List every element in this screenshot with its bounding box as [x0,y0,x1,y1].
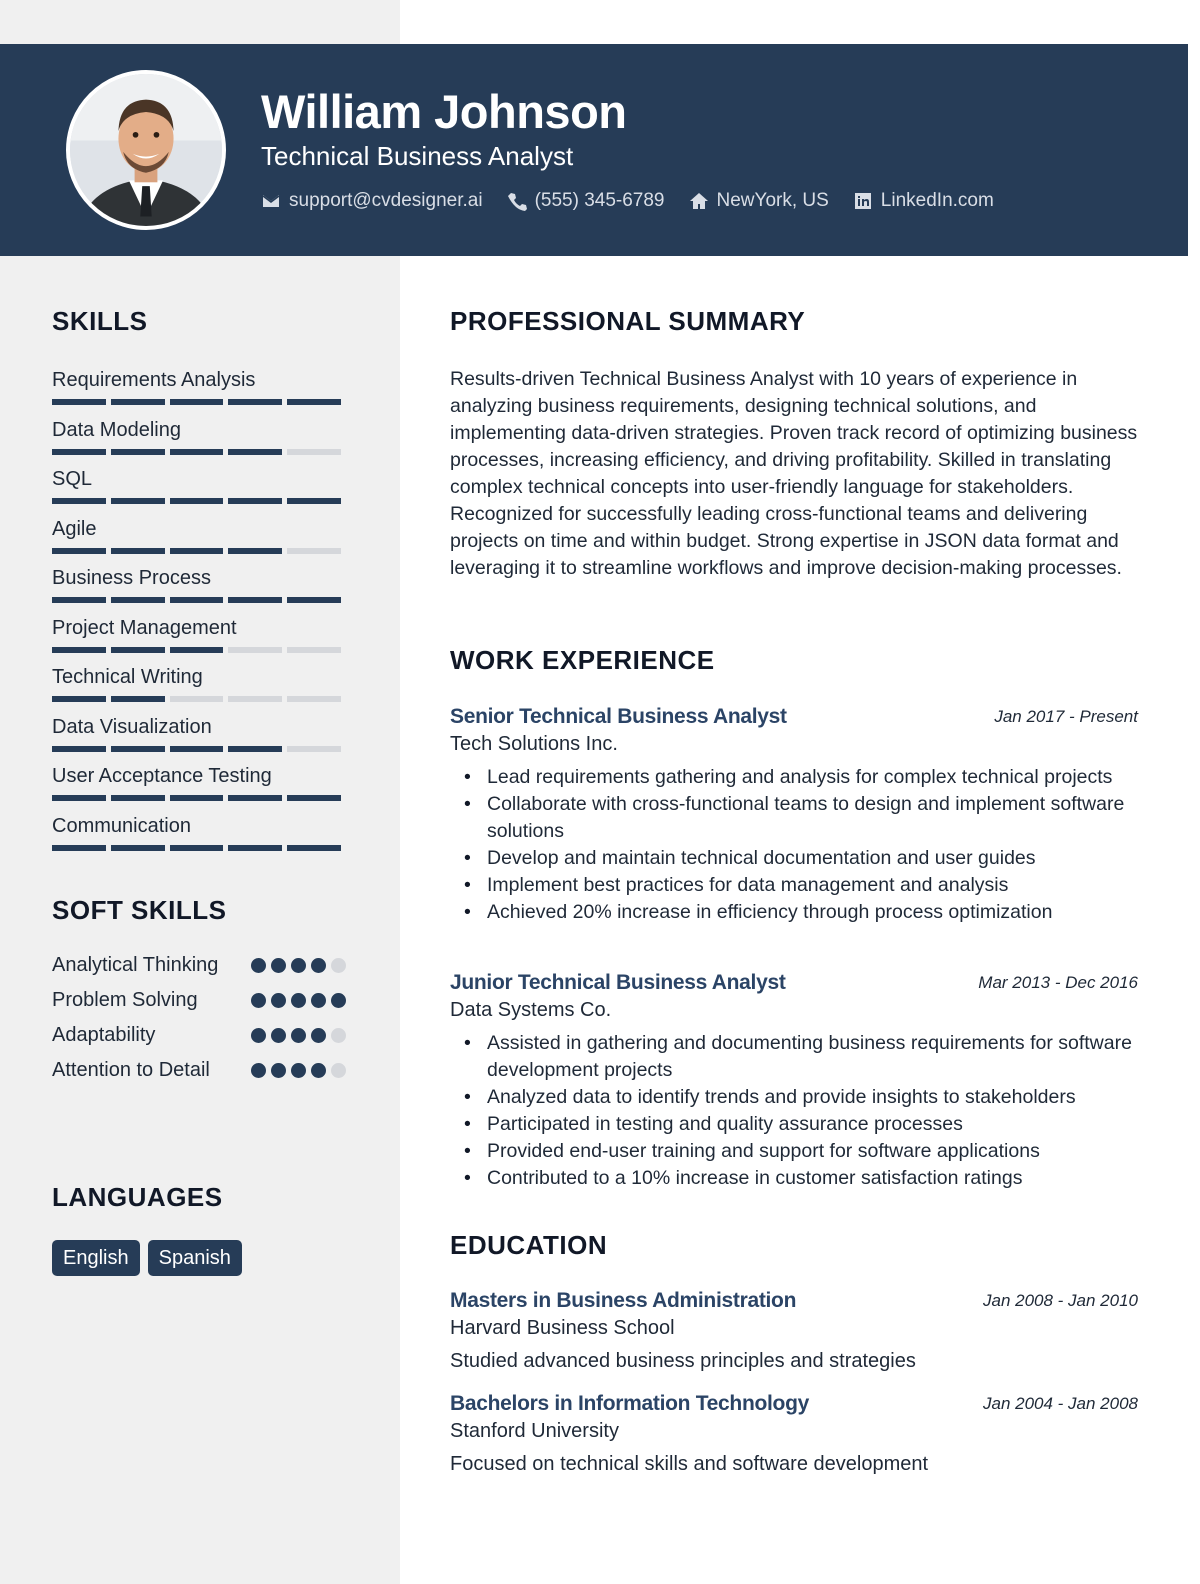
soft-skill-row [52,952,346,979]
job-bullet: • Assisted in gathering and documenting business requirements for software development projects [450,1030,1138,1084]
degree-date: Jan 2004 - Jan 2008 [982,1394,1138,1413]
degree-description: Studied advanced business principles and strategies [450,1350,916,1372]
skill-name: User Acceptance Testing [52,765,272,787]
education-heading: EDUCATION [450,1230,608,1260]
rating-dot-empty [331,1028,346,1043]
skill-level-segment-filled [111,597,165,603]
skill-name: Data Modeling [52,418,181,441]
soft-skill-rating [246,987,346,1014]
rating-dot-filled [271,958,286,973]
rating-dot-filled [331,993,346,1008]
skill-level-segment-empty [170,696,224,702]
profile-photo [66,70,226,230]
job-bullet: • Analyzed data to identify trends and provide insights to stakeholders [450,1084,1138,1111]
skill-level-segment-filled [228,449,282,455]
skill-row [52,564,346,614]
degree-description: Focused on technical skills and software development [450,1453,929,1475]
skill-level-segment-empty [228,647,282,653]
skills-heading: SKILLS [52,306,148,336]
rating-dot-filled [311,958,326,973]
skill-level-bars [52,548,346,554]
skill-level-segment-filled [170,498,224,504]
contact-linkedin-text: LinkedIn.com [880,190,994,211]
skill-level-segment-filled [170,647,224,653]
skill-level-segment-filled [111,795,165,801]
job-bullet: • Participated in testing and quality assurance processes [450,1111,1138,1138]
skill-name: Data Visualization [52,715,212,738]
skill-level-bars [52,498,346,504]
skill-level-segment-filled [52,647,106,653]
skill-level-segment-filled [52,449,106,455]
skill-level-segment-filled [287,845,341,851]
job-entry [450,705,1138,926]
skill-name: Communication [52,814,191,837]
soft-skill-rating [246,1022,346,1049]
skill-level-segment-filled [52,696,106,702]
rating-dot-filled [271,1028,286,1043]
degree-title: Masters in Business Administration [450,1289,797,1312]
skill-level-segment-filled [111,399,165,405]
skill-level-segment-filled [52,845,106,851]
skill-row [52,762,346,812]
skills-list [52,366,346,861]
skill-row [52,515,346,565]
job-bullet: • Implement best practices for data management and analysis [450,872,1138,899]
skill-row [52,465,346,515]
rating-dot-filled [291,993,306,1008]
skill-level-segment-filled [287,795,341,801]
soft-skill-row [52,987,346,1014]
skill-level-segment-filled [228,399,282,405]
school-name: Stanford University [450,1420,619,1442]
experience-heading: WORK EXPERIENCE [450,645,715,675]
skill-row [52,713,346,763]
skill-level-segment-filled [170,597,224,603]
skill-level-segment-filled [228,597,282,603]
skill-level-segment-empty [287,449,341,455]
job-bullets [450,1030,1138,1192]
skill-level-segment-empty [287,696,341,702]
skill-level-bars [52,597,346,603]
education-entry [450,1392,1138,1476]
skill-level-segment-filled [228,845,282,851]
contact-email-text: support@cvdesigner.ai [289,190,483,211]
skill-level-bars [52,746,346,752]
rating-dot-filled [251,1063,266,1078]
skill-level-segment-filled [170,449,224,455]
skill-name: Business Process [52,567,211,589]
skill-level-segment-filled [228,498,282,504]
linkedin-icon [853,191,873,211]
skill-level-segment-filled [111,746,165,752]
skill-name: Agile [52,517,97,540]
job-bullet: • Lead requirements gathering and analysis for complex technical projects [450,764,1138,791]
job-bullet: • Provided end-user training and support for software applications [450,1138,1138,1165]
skill-name: Project Management [52,616,237,639]
skill-level-segment-empty [287,647,341,653]
skill-level-segment-filled [111,647,165,653]
job-bullets [450,764,1138,926]
language-badge: Spanish [148,1240,242,1276]
rating-dot-filled [271,993,286,1008]
rating-dot-filled [291,958,306,973]
contact-phone[interactable] [507,190,665,212]
skill-name: SQL [52,468,93,490]
soft-skill-rating [246,952,346,979]
job-entry [450,971,1138,1192]
skill-level-segment-filled [52,399,106,405]
soft-skill-row [52,1057,346,1084]
skill-level-segment-filled [52,498,106,504]
skill-level-bars [52,449,346,455]
summary-heading: PROFESSIONAL SUMMARY [450,306,806,336]
soft-skill-row [52,1022,346,1049]
languages-list [52,1240,250,1276]
skill-level-segment-filled [111,498,165,504]
skill-level-bars [52,399,346,405]
job-date: Jan 2017 - Present [994,707,1138,726]
skill-level-segment-filled [170,845,224,851]
degree-date: Jan 2008 - Jan 2010 [982,1291,1138,1310]
languages-heading: LANGUAGES [52,1182,223,1212]
skill-level-segment-filled [287,597,341,603]
rating-dot-filled [271,1063,286,1078]
skill-level-segment-filled [52,548,106,554]
rating-dot-filled [251,1028,266,1043]
rating-dot-filled [291,1063,306,1078]
skill-level-segment-empty [287,746,341,752]
skill-level-segment-filled [111,696,165,702]
skill-level-bars [52,696,346,702]
education-entry [450,1289,1138,1373]
skill-level-segment-filled [111,449,165,455]
skill-level-bars [52,845,346,851]
skill-level-segment-filled [111,845,165,851]
skill-row [52,366,346,416]
skill-level-segment-filled [228,795,282,801]
soft-skills-list [52,952,346,1092]
rating-dot-filled [291,1028,306,1043]
rating-dot-filled [311,1028,326,1043]
contact-location-text: NewYork, US [716,190,829,211]
skill-name: Technical Writing [52,666,203,688]
job-company: Tech Solutions Inc. [450,733,618,755]
skill-level-segment-filled [287,399,341,405]
contact-list [261,190,1018,212]
skill-level-segment-filled [228,746,282,752]
skill-level-segment-filled [52,746,106,752]
soft-skill-rating [246,1057,346,1084]
rating-dot-filled [311,993,326,1008]
skill-row [52,614,346,664]
job-bullet: • Achieved 20% increase in efficiency through process optimization [450,899,1138,926]
skill-level-segment-filled [111,548,165,554]
skill-level-segment-filled [170,795,224,801]
skill-level-segment-filled [170,548,224,554]
soft-skill-name: Adaptability [52,1024,156,1046]
skill-level-segment-empty [287,548,341,554]
job-title: Junior Technical Business Analyst [450,971,786,994]
soft-skill-name: Attention to Detail [52,1059,210,1081]
rating-dot-empty [331,958,346,973]
skill-level-segment-filled [228,548,282,554]
envelope-icon [261,191,281,211]
skill-row [52,812,346,862]
soft-skill-name: Problem Solving [52,989,198,1011]
job-bullet: • Collaborate with cross-functional teams to design and implement software solutions [450,791,1138,845]
candidate-name: William Johnson [261,85,627,138]
rating-dot-filled [251,958,266,973]
contact-linkedin[interactable] [853,190,994,212]
job-title: Senior Technical Business Analyst [450,705,787,728]
job-bullet: • Contributed to a 10% increase in customer satisfaction ratings [450,1165,1138,1192]
skill-level-bars [52,795,346,801]
skill-level-segment-filled [52,597,106,603]
degree-title: Bachelors in Information Technology [450,1392,809,1415]
soft-skills-heading: SOFT SKILLS [52,895,227,925]
skill-level-segment-filled [287,498,341,504]
skill-level-segment-filled [52,795,106,801]
skill-level-segment-empty [228,696,282,702]
school-name: Harvard Business School [450,1317,675,1339]
rating-dot-empty [331,1063,346,1078]
rating-dot-filled [311,1063,326,1078]
contact-location [689,190,829,212]
skill-level-segment-filled [170,746,224,752]
skill-level-segment-filled [170,399,224,405]
skill-name: Requirements Analysis [52,369,256,391]
job-bullet: • Develop and maintain technical documentation and user guides [450,845,1138,872]
summary-text: Results-driven Technical Business Analyst with 10 years of experience in analyzing business requirements, designing technical solutions, and implementing data-driven strategies. Proven track record of optimizing business processes, increasing efficiency, and driving profitability. Skilled in translating complex technical concepts into user-friendly language for stakeholders. Recognized for successfully leading cross-functional teams and delivering projects on time and within budget. Strong expertise in JSON data format and leveraging it to streamline workflows and improve decision-making processes. [450,368,1138,579]
job-company: Data Systems Co. [450,999,612,1021]
skill-row [52,416,346,466]
job-date: Mar 2013 - Dec 2016 [978,973,1138,992]
language-badge: English [52,1240,140,1276]
profile-photo-illustration [70,74,222,226]
soft-skill-name: Analytical Thinking [52,954,219,976]
contact-email[interactable] [261,190,483,212]
home-icon [689,191,709,211]
contact-phone-text: (555) 345-6789 [534,190,665,211]
phone-icon [507,191,527,211]
candidate-title: Technical Business Analyst [261,141,574,171]
skill-row [52,663,346,713]
skill-level-bars [52,647,346,653]
rating-dot-filled [251,993,266,1008]
